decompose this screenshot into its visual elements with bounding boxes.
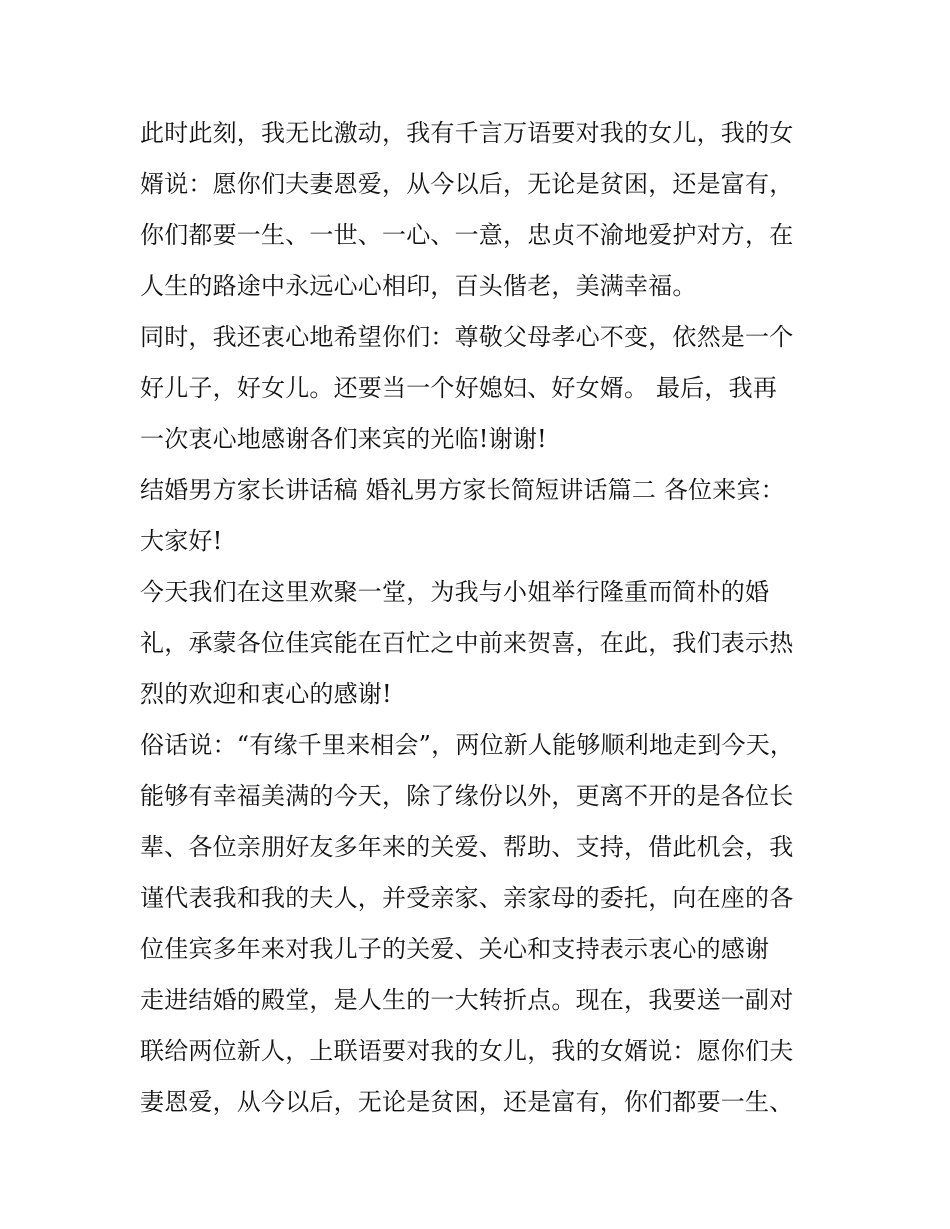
text-line: 烈的欢迎和衷心的感谢! [140, 680, 392, 708]
text-line: 位佳宾多年来对我儿子的关爱、关心和支持表示衷心的感谢 [140, 935, 770, 963]
text-line: 今天我们在这里欢聚一堂，为我与小姐举行隆重而简朴的婚 [140, 578, 770, 606]
text-line: 走进结婚的殿堂，是人生的一大转折点。现在，我要送一副对 [140, 986, 794, 1014]
text-line: 谨代表我和我的夫人，并受亲家、亲家母的委托，向在座的各 [140, 884, 794, 912]
text-line: 同时，我还衷心地希望你们：尊敬父母孝心不变，依然是一个 [140, 323, 794, 351]
text-line: 俗话说：“有缘千里来相会”，两位新人能够顺利地走到今天， [140, 731, 795, 759]
text-line: 此时此刻，我无比激动，我有千言万语要对我的女儿，我的女 [140, 119, 794, 147]
text-line: 你们都要一生、一世、一心、一意，忠贞不渝地爱护对方，在 [140, 221, 794, 249]
greeting-line: 大家好! [140, 527, 223, 555]
text-line: 礼，承蒙各位佳宾能在百忙之中前来贺喜，在此，我们表示热 [140, 629, 794, 657]
text-line: 好儿子，好女儿。还要当一个好媳妇、好女婿。 最后，我再 [140, 374, 778, 402]
text-line: 人生的路途中永远心心相印，百头偕老，美满幸福。 [140, 272, 697, 300]
text-line: 婿说：愿你们夫妻恩爱，从今以后，无论是贫困，还是富有， [140, 170, 794, 198]
body-text [140, 108, 820, 1128]
text-line: 能够有幸福美满的今天，除了缘份以外，更离不开的是各位长 [140, 782, 794, 810]
text-line: 辈、各位亲朋好友多年来的关爱、帮助、支持，借此机会，我 [140, 833, 794, 861]
text-line: 一次衷心地感谢各们来宾的光临!谢谢! [140, 425, 547, 453]
text-line: 联给两位新人，上联语要对我的女儿，我的女婿说：愿你们夫 [140, 1037, 794, 1065]
text-line: 妻恩爱，从今以后，无论是贫困，还是富有，你们都要一生、 [140, 1088, 794, 1116]
section-heading-line: 结婚男方家长讲话稿 婚礼男方家长简短讲话篇二 各位来宾： [140, 476, 785, 504]
